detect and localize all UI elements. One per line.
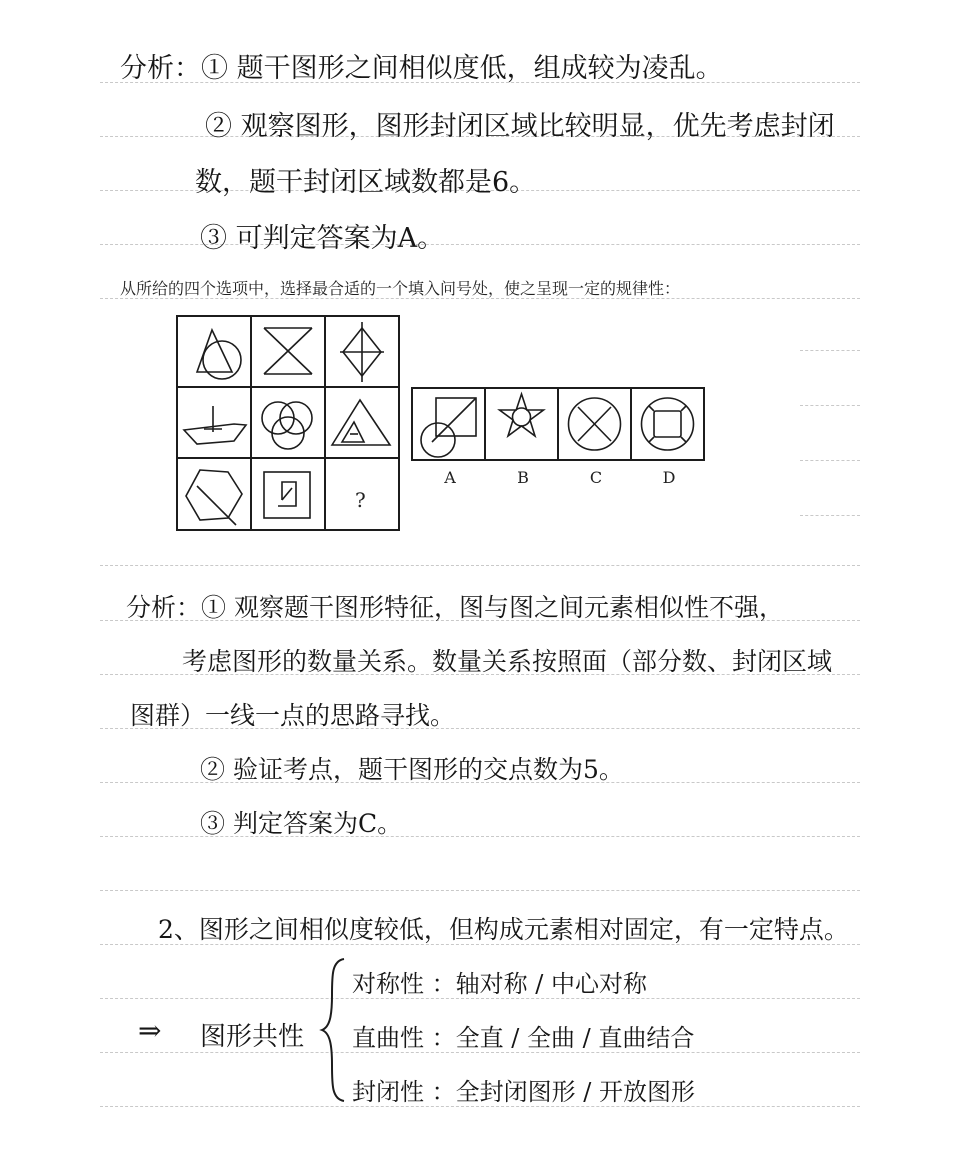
section2-heading: 2、图形之间相似度较低，但构成元素相对固定，有一定特点。 [158, 915, 849, 944]
trait-straight-curve: 直曲性 ：全直 / 全曲 / 直曲结合 [352, 1024, 695, 1052]
analysis2-step3: ③ 判定答案为C。 [200, 809, 403, 838]
figure-nested-triangle [332, 400, 390, 445]
ruled-line [800, 515, 860, 516]
figure-hexagon-line [186, 470, 242, 525]
ruled-line [100, 565, 860, 566]
section2-label: 图形共性 [200, 1022, 305, 1052]
implies-arrow: ⇒ [138, 1014, 162, 1047]
analysis2-line2: 考虑图形的数量关系。数量关系按照面（部分数、封闭区域 [182, 647, 833, 676]
figure-boat [184, 406, 246, 444]
option-b-figure [500, 394, 544, 436]
figure-diamond-cross [340, 322, 384, 382]
analysis2-line3: 图群）一线一点的思路寻找。 [130, 701, 456, 730]
analysis1-title: 分析：① 题干图形之间相似度低，组成较为凌乱。 [120, 53, 723, 84]
figure-three-circles [262, 402, 312, 449]
figure-triangle-circle [197, 330, 241, 379]
trait-closure: 封闭性 ：全封闭图形 / 开放图形 [352, 1078, 695, 1106]
analysis1-step2a: ② 观察图形，图形封闭区域比较明显，优先考虑封闭 [205, 111, 835, 142]
analysis2-line1: 分析：① 观察题干图形特征，图与图之间元素相似性不强， [126, 593, 784, 622]
ruled-line [800, 460, 860, 461]
ruled-line [800, 350, 860, 351]
figure-hourglass [264, 328, 312, 374]
curly-brace [318, 955, 348, 1105]
puzzle-grid [170, 310, 405, 535]
analysis2-step2: ② 验证考点，题干图形的交点数为5。 [200, 755, 624, 784]
trait-symmetry: 对称性 ：轴对称 / 中心对称 [352, 970, 647, 998]
ruled-line [100, 890, 860, 891]
analysis1-step2b: 数，题干封闭区域数都是6。 [195, 167, 537, 198]
option-a-label: A [444, 468, 456, 487]
options-panel [408, 384, 708, 464]
question-prompt: 从所给的四个选项中，选择最合适的一个填入问号处，使之呈现一定的规律性： [120, 279, 681, 298]
option-c-label: C [589, 468, 603, 487]
option-a-figure [421, 398, 476, 457]
analysis1-step3: ③ 可判定答案为A。 [200, 223, 445, 254]
figure-nested-square [264, 472, 310, 518]
option-c-figure [569, 398, 621, 450]
option-d-figure [642, 398, 694, 450]
grid-missing-mark: ? [355, 488, 366, 512]
option-d-label: D [662, 468, 676, 487]
option-b-label: B [517, 468, 529, 487]
ruled-line [800, 405, 860, 406]
